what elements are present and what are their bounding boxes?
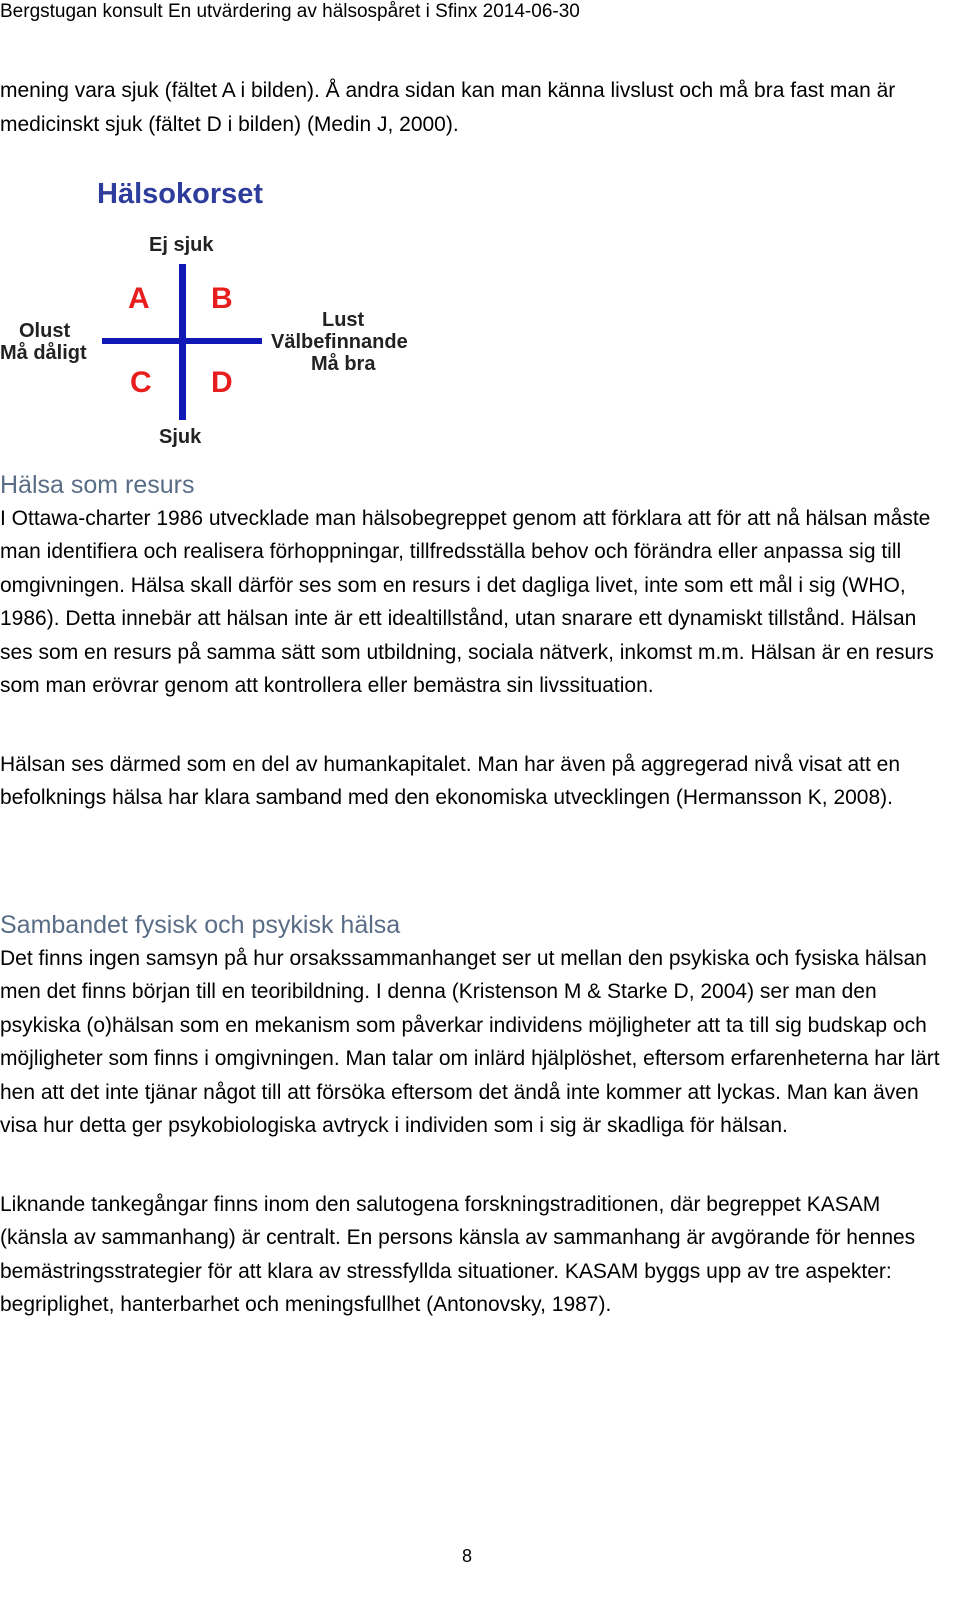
paragraph: Hälsan ses därmed som en del av humankapitalet. Man har även på aggregerad nivå visat att en befolknings hälsa har klara samband med den ekonomiska utvecklingen (Hermansson K, 2008). — [0, 753, 901, 810]
quadrant-a: A — [128, 282, 150, 315]
label-ma-daligt: Må dåligt — [0, 342, 87, 364]
paragraph: Det finns ingen samsyn på hur orsakssammanhanget ser ut mellan den psykiska och fysiska hälsan men det finns början till en teoribildning. I denna (Kristenson M & Starke D, 2004) ser man den psykiska (o)hälsan som en mekanism som påverkar individens möjligheter att ta till sig budskap och möjligheter som finns i omgivningen. Man talar om inlärd hjälplöshet, eftersom erfarenheterna har lärt hen att det inte tjänar något till att försöka eftersom det ändå inte kommer att lyckas. Man kan även visa hur detta ger psykobiologiska avtryck i individen som i sig är skadliga för hälsan. — [0, 947, 940, 1138]
label-olust: Olust — [19, 320, 71, 342]
label-ej-sjuk: Ej sjuk — [149, 234, 214, 256]
figure-title: Hälsokorset — [97, 178, 264, 210]
quadrant-b: B — [211, 282, 233, 315]
label-lust: Lust — [322, 309, 365, 331]
halsokorset-figure — [0, 178, 440, 458]
horizontal-axis — [102, 338, 262, 344]
page-header: Bergstugan konsult En utvärdering av hälsospåret i Sfinx 2014-06-30 — [0, 1, 580, 22]
intro-paragraph: mening vara sjuk (fältet A i bilden). Å andra sidan kan man känna livslust och må bra fast man är medicinskt sjuk (fältet D i bilden) (Medin J, 2000). — [0, 79, 896, 136]
label-ma-bra: Må bra — [311, 353, 376, 375]
label-sjuk: Sjuk — [159, 426, 202, 448]
section-title-halsa-som-resurs: Hälsa som resurs — [0, 471, 195, 499]
paragraph: Liknande tankegångar finns inom den salutogena forskningstraditionen, där begreppet KASAM (känsla av sammanhang) är centralt. En persons känsla av sammanhang är avgörande för hennes bemästringsstrategier för att klara av stressfyllda situationer. KASAM byggs upp av tre aspekter: begriplighet, hanterbarhet och meningsfullhet (Antonovsky, 1987). — [0, 1193, 916, 1317]
section-title-sambandet: Sambandet fysisk och psykisk hälsa — [0, 911, 401, 939]
quadrant-d: D — [211, 366, 233, 399]
paragraph: I Ottawa-charter 1986 utvecklade man hälsobegreppet genom att förklara att för att nå hälsan måste man identifiera och realisera förhoppningar, tillfredsställa behov och förändra eller anpassa sig till omgivningen. Hälsa skall därför ses som en resurs i det dagliga livet, inte som ett mål i sig (WHO, 1986). Detta innebär att hälsan inte är ett idealtillstånd, utan snarare ett dynamiskt tillstånd. Hälsan ses som en resurs på samma sätt som utbildning, sociala nätverk, inkomst m.m. Hälsan är en resurs som man erövrar genom att kontrollera eller bemästra sin livssituation. — [0, 507, 934, 698]
label-valbefinnande: Välbefinnande — [271, 331, 408, 353]
quadrant-c: C — [130, 366, 152, 399]
page-number: 8 — [462, 1546, 473, 1566]
